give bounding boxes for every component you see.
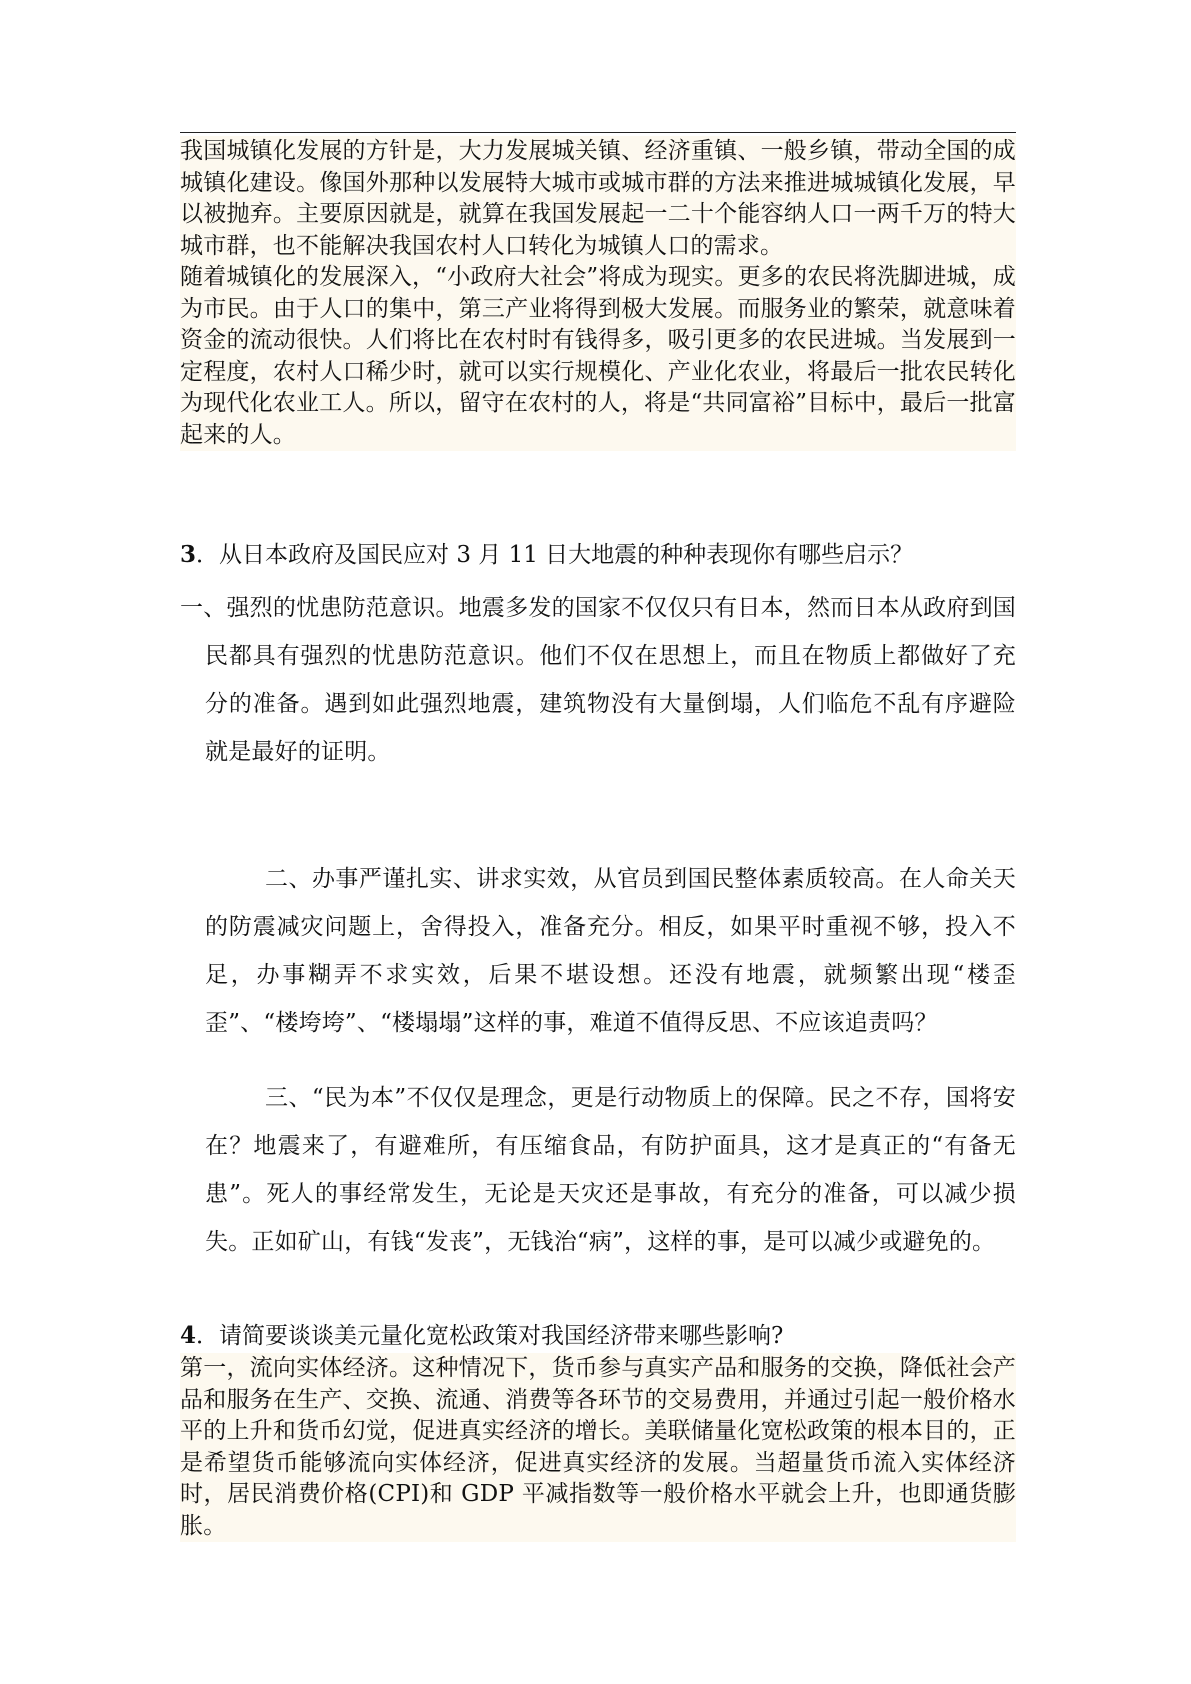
urbanization-paragraph-1: 我国城镇化发展的方针是，大力发展城关镇、经济重镇、一般乡镇，带动全国的成城镇化建设。像国外那种以发展特大城市或城市群的方法来推进城城镇化发展，早以被抛弃。主要原因就是，就算在我国发展起一二十个能容纳人口一两千万的特大城市群，也不能解决我国农村人口转化为城镇人口的需求。 <box>180 138 1016 259</box>
urbanization-section <box>180 136 1016 451</box>
question-3-answer-3-block <box>180 1074 1016 1266</box>
question-4-heading <box>180 1320 1016 1352</box>
question-3-answer-2-block <box>180 855 1016 1047</box>
question-3-answer-1-block <box>180 584 1016 776</box>
question-3-answer-2: 二、办事严谨扎实、讲求实效，从官员到国民整体素质较高。在人命关天的防震减灾问题上，舍得投入，准备充分。相反，如果平时重视不够，投入不足，办事糊弄不求实效，后果不堪设想。还没有地震，就频繁出现“楼歪歪”、“楼垮垮”、“楼塌塌”这样的事，难道不值得反思、不应该追责吗？ <box>205 866 1016 1036</box>
header-rule <box>180 132 1016 133</box>
question-4-text: ．请简要谈谈美元量化宽松政策对我国经济带来哪些影响? <box>196 1323 784 1349</box>
urbanization-paragraph-2: 随着城镇化的发展深入，“小政府大社会”将成为现实。更多的农民将洗脚进城，成为市民。由于人口的集中，第三产业将得到极大发展。而服务业的繁荣，就意味着资金的流动很快。人们将比在农村时有钱得多，吸引更多的农民进城。当发展到一定程度，农村人口稀少时，就可以实行规模化、产业化农业，将最后一批农民转化为现代化农业工人。所以，留守在农村的人，将是“共同富裕”目标中，最后一批富起来的人。 <box>180 264 1016 448</box>
question-3-heading <box>180 539 1016 571</box>
question-4-number: 4 <box>180 1322 197 1349</box>
question-3-answer-3: 三、“民为本”不仅仅是理念，更是行动物质上的保障。民之不存，国将安在？地震来了，有避难所，有压缩食品，有防护面具，这才是真正的“有备无患”。死人的事经常发生，无论是天灾还是事故，有充分的准备，可以减少损失。正如矿山，有钱“发丧”，无钱治“病”，这样的事，是可以减少或避免的。 <box>205 1085 1016 1255</box>
question-4-answer-block <box>180 1353 1016 1542</box>
question-3-answer-1: 一、强烈的忧患防范意识。地震多发的国家不仅仅只有日本，然而日本从政府到国民都具有强烈的忧患防范意识。他们不仅在思想上，而且在物质上都做好了充分的准备。遇到如此强烈地震，建筑物没有大量倒塌，人们临危不乱有序避险就是最好的证明。 <box>180 595 1016 765</box>
question-3-number: 3 <box>180 541 197 568</box>
question-4-answer: 第一，流向实体经济。这种情况下，货币参与真实产品和服务的交换，降低社会产品和服务在生产、交换、流通、消费等各环节的交易费用，并通过引起一般价格水平的上升和货币幻觉，促进真实经济的增长。美联储量化宽松政策的根本目的，正是希望货币能够流向实体经济，促进真实经济的发展。当超量货币流入实体经济时，居民消费价格(CPI)和 GDP 平减指数等一般价格水平就会上升，也即通货膨胀。 <box>180 1355 1016 1539</box>
question-3-text: ．从日本政府及国民应对 3 月 11 日大地震的种种表现你有哪些启示？ <box>196 542 914 568</box>
